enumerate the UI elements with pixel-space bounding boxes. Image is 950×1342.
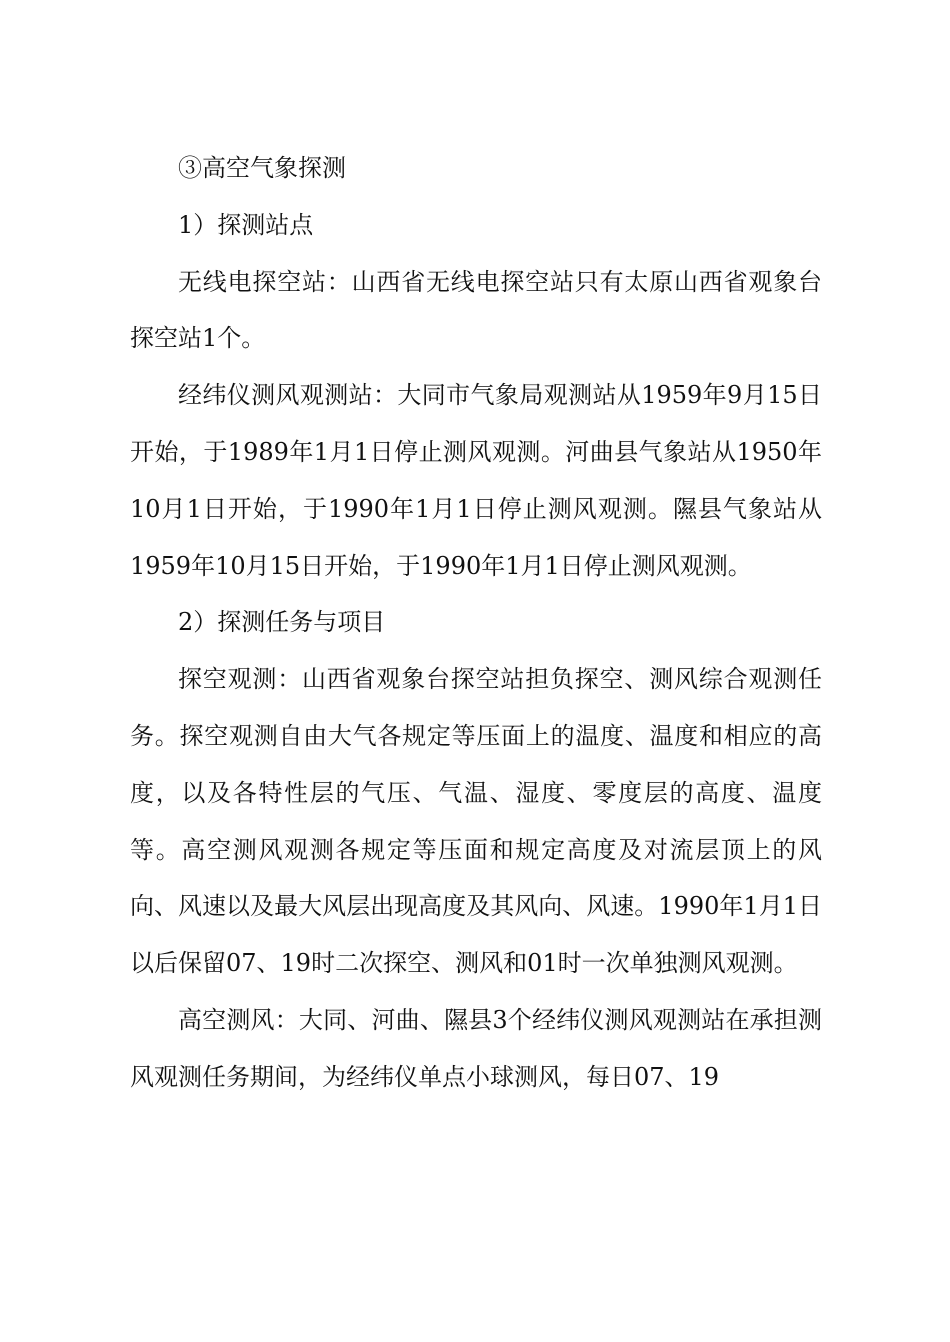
body-paragraph: 无线电探空站：山西省无线电探空站只有太原山西省观象台探空站1个。 bbox=[130, 267, 822, 353]
section-heading: ③高空气象探测 bbox=[178, 154, 346, 182]
body-paragraph: 经纬仪测风观测站：大同市气象局观测站从1959年9月15日开始，于1989年1月1日停止测风观测。河曲县气象站从1950年10月1日开始，于1990年1月1日停止测风观测。隰县气象站从1959年10月15日开始，于1990年1月1日停止测风观测。 bbox=[130, 381, 822, 580]
document-body bbox=[130, 140, 822, 1106]
body-paragraph: 高空测风：大同、河曲、隰县3个经纬仪测风观测站在承担测风观测任务期间，为经纬仪单点小球测风，每日07、19 bbox=[130, 1005, 822, 1091]
body-paragraph: 探空观测：山西省观象台探空站担负探空、测风综合观测任务。探空观测自由大气各规定等压面上的温度、温度和相应的高度，以及各特性层的气压、气温、湿度、零度层的高度、温度等。高空测风观测各规定等压面和规定高度及对流层顶上的风向、风速以及最大风层出现高度及其风向、风速。1990年1月1日以后保留07、19时二次探空、测风和01时一次单独测风观测。 bbox=[130, 665, 822, 978]
subsection-heading: 1）探测站点 bbox=[178, 210, 314, 239]
subsection-heading: 2）探测任务与项目 bbox=[178, 608, 386, 637]
